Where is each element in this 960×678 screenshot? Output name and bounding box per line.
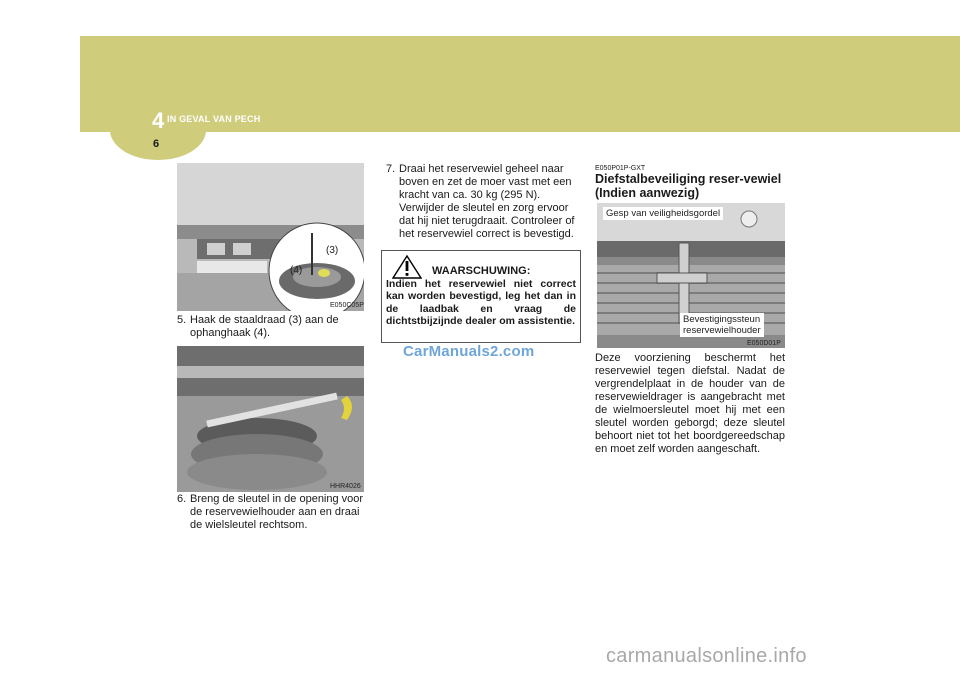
warning-box	[381, 250, 581, 343]
carmanuals-watermark: CarManuals2.com	[403, 343, 535, 360]
figure1-code: E050C05P	[330, 302, 364, 309]
step-6-number: 6.	[177, 493, 187, 505]
callout-seatbelt-buckle: Gesp van veiligheidsgordel	[603, 207, 723, 220]
step-5-text: Haak de staaldraad (3) aan de ophanghaak (4).	[190, 314, 339, 339]
figure3-code: E050D01P	[747, 340, 781, 347]
warning-text: Indien het reservewiel niet correct kan worden bevestigd, leg het dan in de laadbak en vraag de dichtstbijzijnde dealer om assistentie.	[386, 278, 576, 328]
section-title: Diefstalbeveiliging reser-vewiel (Indien aanwezig)	[595, 172, 782, 200]
footer-watermark: carmanualsonline.info	[606, 645, 807, 667]
step-5	[177, 314, 364, 340]
callout-mounting-bracket	[680, 313, 764, 337]
step-5-number: 5.	[177, 314, 187, 326]
step-7-number: 7.	[386, 163, 396, 175]
section-body: Deze voorziening beschermt het reservewiel tegen diefstal. Nadat de vergrendelplaat in de houder van de reservewieldrager is aangebracht met de wielmoersleutel moet hij met een sleutel worden geborgd; deze sleutel behoort niet tot het boordgereedschap en moet zelf worden aangeschaft.	[595, 352, 785, 455]
figure-spare-wheel-hook	[177, 163, 364, 311]
section-code: E050P01P-GXT	[595, 165, 646, 172]
step-6-text: Breng de sleutel in de opening voor de reservewielhouder aan en draai de wielsleutel rechtsom.	[190, 493, 364, 531]
warning-title: WAARSCHUWING:	[432, 265, 531, 277]
chapter-title: IN GEVAL VAN PECH	[167, 114, 261, 124]
callout-mounting-bracket-line2: reservewielhouder	[683, 325, 761, 336]
step-7-text: Draai het reservewiel geheel naar boven en zet de moer vast met een kracht van ca. 30 kg (295 N). Verwijder de sleutel en zorg ervoor dat hij niet terugdraait. Controleer of het reservewiel correct is bevestigd.	[399, 163, 575, 240]
page-number: 6	[153, 138, 160, 150]
figure1-label-3: (3)	[326, 245, 339, 256]
figure2-code: HHR4026	[330, 483, 361, 490]
figure1-label-4: (4)	[290, 265, 303, 276]
step-6	[177, 493, 364, 532]
step-7	[386, 163, 576, 241]
figure-spare-wheel-key	[177, 346, 364, 492]
callout-mounting-bracket-line1: Bevestigingssteun	[683, 314, 761, 325]
warning-icon	[392, 255, 422, 279]
chapter-number: 4	[152, 108, 165, 133]
